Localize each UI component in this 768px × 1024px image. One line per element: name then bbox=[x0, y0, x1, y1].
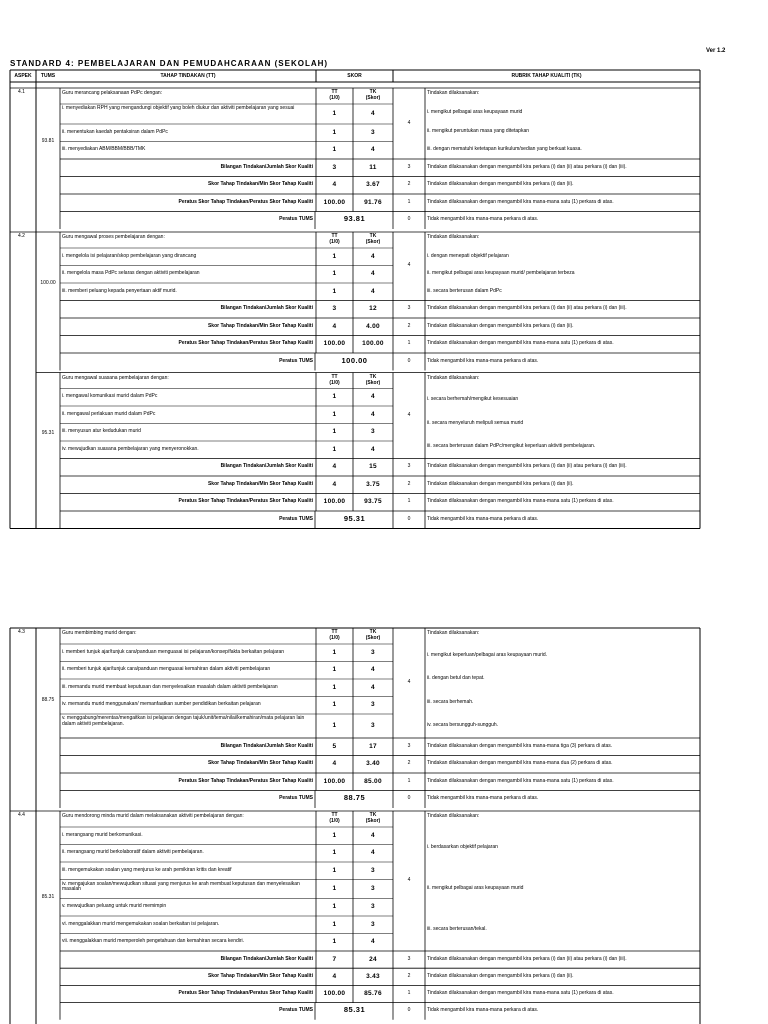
rubric-level: 1 bbox=[407, 990, 411, 996]
peratus-tums-value: 88.75 bbox=[343, 793, 366, 803]
rubric-level: 1 bbox=[407, 777, 411, 784]
tt-value: 1 bbox=[332, 903, 337, 911]
rubric-level-desc: Tindakan dilaksanakan dengan mengambil kira perkara (i) dan (ii). bbox=[427, 322, 574, 329]
tk-value: 3 bbox=[371, 722, 375, 729]
rubric-level: 3 bbox=[407, 742, 411, 749]
rubric-level-desc: Tindakan dilaksanakan dengan mengambil kira perkara (i) dan (ii) atau perkara (i) dan (iii). bbox=[427, 955, 627, 962]
peratus-tums-value: 93.81 bbox=[343, 214, 366, 224]
indicator-item: ii. memberi tunjuk ajar/tunjuk cara/panduan menguasai kemahiran dalam aktiviti pembelajaran bbox=[62, 666, 271, 673]
summary-label: Peratus Skor Tahap Tindakan/Peratus Skor Tahap Kualiti bbox=[178, 498, 313, 505]
tk-value: 3 bbox=[371, 128, 375, 136]
summary-tt: 100.00 bbox=[323, 340, 346, 348]
rubric-level-desc: Tindakan dilaksanakan dengan mengambil kira mana-mana satu (1) perkara di atas. bbox=[427, 990, 614, 996]
tt-value: 1 bbox=[332, 683, 337, 691]
indicator-item: iv. mengajukan soalan/mewujudkan situasi yang menjurus ke arah membuat keputusan dan menyelesaikan masalah bbox=[62, 880, 300, 893]
summary-tt: 100.00 bbox=[323, 198, 346, 206]
level-4: 4 bbox=[407, 679, 411, 685]
indicator-item: iii. memberi peluang kepada penyertaan aktif murid. bbox=[62, 287, 177, 294]
summary-tt: 100.00 bbox=[323, 498, 346, 506]
tk-value: 4 bbox=[371, 410, 375, 418]
rubric-level-desc: Tindakan dilaksanakan dengan mengambil kira mana-mana satu (1) perkara di atas. bbox=[427, 340, 614, 347]
rubric-level: 2 bbox=[407, 322, 411, 329]
tk-value: 4 bbox=[371, 666, 375, 674]
tk-sub-header: (Skor) bbox=[365, 818, 381, 824]
tums-number: 88.75 bbox=[41, 697, 55, 703]
aspek-number: 4.3 bbox=[18, 629, 25, 635]
summary-tk: 3.43 bbox=[366, 972, 380, 980]
rubric-criterion: iii. secara berterusan dalam PdPc/mengikut keperluan aktiviti pembelajaran. bbox=[427, 442, 596, 449]
tk-value: 3 bbox=[371, 648, 375, 656]
tt-value: 1 bbox=[332, 831, 337, 839]
tums-number: 100.00 bbox=[40, 280, 56, 287]
indicator-item: i. memberi tunjuk ajar/tunjuk cara/panduan menguasai isi pelajaran/konsep/fakta berkaitan pelajaran bbox=[62, 648, 285, 655]
rubric-level: 1 bbox=[407, 198, 411, 205]
summary-label: Skor Tahap Tindakan/Min Skor Tahap Kualiti bbox=[207, 972, 313, 979]
summary-tt: 4 bbox=[332, 181, 337, 189]
indicator-item: ii. menentukan kaedah pentaksiran dalam PdPc bbox=[62, 128, 168, 135]
summary-tk: 4.00 bbox=[366, 322, 380, 330]
tk-header: TK bbox=[369, 812, 377, 818]
aspek-number: 4.4 bbox=[18, 812, 25, 818]
tk-value: 4 bbox=[371, 287, 375, 295]
rubric-criterion: ii. secara menyeluruh melipuli semua murid bbox=[427, 419, 524, 426]
summary-tk: 3.67 bbox=[366, 181, 380, 189]
tk-value: 3 bbox=[371, 903, 375, 911]
indicator-intro: Guru mengawal suasana pembelajaran dengan: bbox=[62, 374, 169, 381]
rubric-level: 0 bbox=[407, 1007, 411, 1014]
indicator-intro: Guru mengawal proses pembelajaran dengan: bbox=[62, 234, 165, 240]
summary-tt: 3 bbox=[332, 305, 337, 313]
summary-tt: 100.00 bbox=[323, 777, 346, 785]
summary-label: Peratus Skor Tahap Tindakan/Peratus Skor Tahap Kualiti bbox=[178, 198, 313, 205]
tt-value: 1 bbox=[332, 648, 337, 656]
tk-sub-header: (Skor) bbox=[365, 379, 381, 386]
indicator-item: ii. mengawal perlakuan murid dalam PdPc bbox=[62, 410, 156, 417]
tt-header: TT bbox=[331, 373, 338, 380]
indicator-item: i. mengawal komunikasi murid dalam PdPc bbox=[62, 393, 158, 400]
indicator-item: iii. menyediakan ABM/BBM/BBB/TMK bbox=[62, 146, 146, 153]
summary-tk: 85.76 bbox=[364, 990, 382, 997]
summary-tk: 15 bbox=[369, 463, 377, 471]
summary-label: Bilangan Tindakan/Jumlah Skor Kualiti bbox=[220, 305, 313, 312]
tk-value: 4 bbox=[371, 849, 375, 857]
tums-number: 95.31 bbox=[41, 429, 55, 436]
rubric-criterion: ii. mengikut pelbagai aras keupayaan murid/ pembelajaran terbeza bbox=[427, 270, 575, 277]
tt-header: TT bbox=[331, 812, 338, 818]
rubric-level-desc: Tindakan dilaksanakan dengan mengambil kira mana-mana satu (1) perkara di atas. bbox=[427, 198, 614, 205]
rubric-criterion: i. mengikut keperluan/pelbagai aras keupayaan murid. bbox=[427, 651, 548, 658]
summary-tk: 11 bbox=[369, 163, 377, 171]
tk-value: 4 bbox=[371, 146, 375, 154]
tt-value: 1 bbox=[332, 146, 337, 154]
summary-tt: 7 bbox=[332, 955, 337, 963]
tt-value: 1 bbox=[332, 849, 337, 857]
indicator-item: iv. mewujudkan suasana pembelajaran yang menyeronokkan. bbox=[62, 445, 199, 452]
summary-label: Bilangan Tindakan/Jumlah Skor Kualiti bbox=[220, 955, 313, 962]
summary-tk: 3.40 bbox=[366, 760, 380, 768]
rubric-level: 1 bbox=[407, 340, 411, 347]
tums-number: 85.31 bbox=[41, 894, 55, 901]
tk-value: 3 bbox=[371, 920, 375, 928]
rubric-level: 0 bbox=[407, 515, 411, 522]
summary-label: Bilangan Tindakan/Jumlah Skor Kualiti bbox=[220, 163, 313, 170]
indicator-item: iv. memandu murid menggunakan/ memanfaatkan sumber pendidikan berkaitan pelajaran bbox=[62, 701, 261, 708]
rubric-level-desc: Tindakan dilaksanakan dengan mengambil kira mana-mana satu (1) perkara di atas. bbox=[427, 498, 614, 505]
rubric-level: 2 bbox=[407, 181, 411, 188]
indicator-item: i. menyediakan RPH yang mengandungi objektif yang boleh diukur dan aktiviti pembelajaran yang sesuai bbox=[62, 105, 295, 111]
summary-label: Skor Tahap Tindakan/Min Skor Tahap Kualiti bbox=[207, 480, 313, 487]
summary-label: Peratus Skor Tahap Tindakan/Peratus Skor Tahap Kualiti bbox=[178, 340, 313, 347]
indicator-item: v. mewujudkan peluang untuk murid memimpin bbox=[62, 903, 167, 910]
rubric-level-desc: Tidak mengambil kira mana-mana perkara di atas. bbox=[427, 795, 539, 802]
summary-tk: 12 bbox=[369, 305, 377, 313]
rubric-level: 3 bbox=[407, 463, 411, 470]
tk-value: 3 bbox=[371, 866, 375, 874]
peratus-tums-value: 85.31 bbox=[343, 1005, 366, 1015]
tt-header: TT bbox=[331, 629, 338, 635]
summary-label: Peratus TUMS bbox=[279, 357, 313, 364]
rubric-level: 2 bbox=[407, 480, 411, 487]
tums-number: 93.81 bbox=[41, 137, 55, 144]
tk-sub-header: (Skor) bbox=[365, 95, 381, 101]
indicator-item: i. merangsang murid berkomunikasi. bbox=[62, 831, 143, 838]
summary-label: Peratus Skor Tahap Tindakan/Peratus Skor Tahap Kualiti bbox=[178, 990, 313, 996]
rubric-criterion: i. secara berhemah/mengikut kesesuaian bbox=[427, 396, 519, 403]
indicator-item: iii. memandu murid membuat keputusan dan menyelesaikan masalah dalam aktiviti pembelajaran bbox=[62, 683, 278, 690]
rubric-level: 3 bbox=[407, 955, 411, 962]
peratus-tums-value: 95.31 bbox=[343, 513, 366, 523]
tt-value: 1 bbox=[332, 885, 337, 892]
rubric-level-desc: Tindakan dilaksanakan dengan mengambil kira mana-mana satu (1) perkara di atas. bbox=[427, 777, 614, 784]
rubric-level-desc: Tindakan dilaksanakan dengan mengambil kira perkara (i) dan (ii). bbox=[427, 972, 574, 979]
rubric-criterion: i. mengikut pelbagai aras keupayaan murid bbox=[427, 109, 523, 116]
indicator-item: i. mengelola isi pelajaran/skop pembelajaran yang dirancang bbox=[62, 252, 197, 259]
header-aspek: ASPEK bbox=[14, 73, 32, 79]
header-rubrik: RUBRIK TAHAP KUALITI (TK) bbox=[511, 73, 582, 79]
indicator-item: ii. merangsang murid berkolaboratif dalam aktiviti pembelajaran. bbox=[62, 849, 204, 856]
tk-value: 4 bbox=[371, 270, 375, 278]
rubric-level: 0 bbox=[407, 357, 411, 364]
tk-value: 3 bbox=[371, 428, 375, 436]
tt-value: 1 bbox=[332, 920, 337, 928]
peratus-tums-value: 100.00 bbox=[341, 355, 368, 365]
tt-value: 1 bbox=[332, 666, 337, 674]
rubric-intro: Tindakan dilaksanakan: bbox=[427, 374, 480, 381]
summary-tk: 85.00 bbox=[364, 777, 382, 785]
tt-value: 1 bbox=[332, 428, 337, 436]
tk-value: 4 bbox=[371, 110, 375, 117]
tk-header: TK bbox=[369, 373, 377, 380]
tk-header: TK bbox=[369, 629, 377, 635]
summary-tk: 17 bbox=[369, 742, 377, 750]
version-label: Ver 1.2 bbox=[706, 48, 726, 54]
rubric-intro: Tindakan dilaksanakan: bbox=[427, 90, 480, 96]
level-4: 4 bbox=[407, 877, 411, 883]
tk-value: 4 bbox=[371, 683, 375, 691]
tt-value: 1 bbox=[332, 393, 337, 401]
rubric-level: 3 bbox=[407, 163, 411, 170]
summary-label: Peratus Skor Tahap Tindakan/Peratus Skor Tahap Kualiti bbox=[178, 777, 313, 784]
page-title: STANDARD 4: PEMBELAJARAN DAN PEMUDAHCARAAN (SEKOLAH) bbox=[10, 59, 329, 68]
tk-value: 4 bbox=[371, 831, 375, 839]
tt-sub-header: (1/0) bbox=[329, 818, 340, 824]
indicator-intro: Guru membimbing murid dengan: bbox=[62, 630, 137, 636]
summary-label: Skor Tahap Tindakan/Min Skor Tahap Kualiti bbox=[207, 760, 313, 767]
tk-sub-header: (Skor) bbox=[365, 239, 381, 245]
tt-value: 1 bbox=[332, 410, 337, 418]
tk-value: 3 bbox=[371, 701, 375, 709]
rubric-level-desc: Tindakan dilaksanakan dengan mengambil kira mana-mana tiga (3) perkara di atas. bbox=[427, 742, 613, 749]
tt-value: 1 bbox=[332, 110, 337, 117]
summary-tk: 3.75 bbox=[366, 480, 380, 488]
tt-header: TT bbox=[331, 89, 338, 95]
rubric-intro: Tindakan dilaksanakan: bbox=[427, 234, 480, 240]
tt-value: 1 bbox=[332, 287, 337, 295]
tt-sub-header: (1/0) bbox=[329, 239, 340, 245]
header-tahap-tindakan: TAHAP TINDAKAN (TT) bbox=[160, 73, 216, 79]
aspek-number: 4.1 bbox=[18, 89, 25, 95]
rubric-level-desc: Tidak mengambil kira mana-mana perkara di atas. bbox=[427, 515, 539, 522]
rubric-level-desc: Tidak mengambil kira mana-mana perkara di atas. bbox=[427, 1007, 539, 1014]
rubric-level: 3 bbox=[407, 305, 411, 312]
rubric-intro: Tindakan dilaksanakan: bbox=[427, 813, 480, 819]
summary-tt: 4 bbox=[332, 972, 337, 980]
summary-tk: 93.75 bbox=[364, 498, 382, 506]
tt-value: 1 bbox=[332, 128, 337, 136]
rubric-criterion: iii. dengan mematuhi ketetapan kurikulum/sedian yang berkuat kuasa. bbox=[427, 145, 582, 152]
rubric-criterion: i. berdasarkan objektif pelajaran bbox=[427, 843, 498, 850]
summary-label: Peratus TUMS bbox=[279, 515, 313, 522]
rubric-criterion: ii. mengikut pelbagai aras keupayaan murid bbox=[427, 885, 524, 891]
summary-tt: 4 bbox=[332, 760, 337, 768]
rubric-level: 0 bbox=[407, 216, 411, 223]
tt-header: TT bbox=[331, 233, 338, 239]
tt-value: 1 bbox=[332, 445, 337, 453]
summary-tk: 91.76 bbox=[364, 198, 382, 206]
tt-value: 1 bbox=[332, 270, 337, 278]
summary-label: Peratus TUMS bbox=[279, 795, 313, 802]
tk-value: 4 bbox=[371, 252, 375, 260]
rubric-criterion: ii. dengan betul dan tepat. bbox=[427, 675, 485, 682]
level-4: 4 bbox=[407, 411, 411, 418]
tt-sub-header: (1/0) bbox=[329, 379, 340, 386]
tk-value: 4 bbox=[371, 445, 375, 453]
tk-sub-header: (Skor) bbox=[365, 635, 381, 641]
tt-value: 1 bbox=[332, 722, 337, 729]
rubric-intro: Tindakan dilaksanakan: bbox=[427, 630, 480, 636]
indicator-item: v. menggabung/merentas/mengaitkan isi pelajaran dengan tajuk/unit/tema/nilai/kemahiran/mata pelajaran lain dalam aktiviti pembelajaran. bbox=[62, 715, 305, 727]
rubric-level-desc: Tindakan dilaksanakan dengan mengambil kira perkara (i) dan (ii). bbox=[427, 480, 574, 487]
summary-tt: 4 bbox=[332, 322, 337, 330]
summary-tt: 4 bbox=[332, 463, 337, 471]
tk-value: 3 bbox=[371, 885, 375, 892]
rubric-criterion: iv. secara bersungguh-sungguh. bbox=[427, 722, 499, 729]
summary-label: Bilangan Tindakan/Jumlah Skor Kualiti bbox=[220, 742, 313, 749]
rubric-level: 0 bbox=[407, 795, 411, 802]
rubric-level-desc: Tindakan dilaksanakan dengan mengambil kira perkara (i) dan (ii). bbox=[427, 181, 574, 188]
rubric-level-desc: Tindakan dilaksanakan dengan mengambil kira perkara (i) dan (ii) atau perkara (i) dan (iii). bbox=[427, 305, 627, 312]
indicator-item: ii. mengelola masa PdPc selaras dengan aktiviti pembelajaran bbox=[62, 270, 200, 277]
header-tums: TUMS bbox=[40, 73, 56, 79]
rubric-level: 2 bbox=[407, 972, 411, 979]
summary-label: Peratus TUMS bbox=[279, 1007, 313, 1014]
rubric-criterion: iii. secara berhemah. bbox=[427, 698, 474, 705]
rubric-level-desc: Tindakan dilaksanakan dengan mengambil kira perkara (i) dan (ii) atau perkara (i) dan (iii). bbox=[427, 163, 627, 170]
summary-label: Peratus TUMS bbox=[279, 216, 313, 223]
indicator-intro: Guru mendorong minda murid dalam melaksanakan aktiviti pembelajaran dengan: bbox=[62, 813, 244, 819]
rubric-level-desc: Tidak mengambil kira mana-mana perkara di atas. bbox=[427, 357, 539, 364]
tt-value: 1 bbox=[332, 866, 337, 874]
header-skor: SKOR bbox=[347, 73, 362, 79]
tt-value: 1 bbox=[332, 252, 337, 260]
indicator-item: vi. menggalakkan murid mengemukakan soalan berkaitan isi pelajaran. bbox=[62, 920, 220, 927]
indicator-item: iii. mengemukakan soalan yang menjurus ke arah pemikiran kritis dan kreatif bbox=[62, 866, 232, 873]
tt-sub-header: (1/0) bbox=[329, 95, 340, 101]
summary-tt: 5 bbox=[332, 742, 337, 750]
tt-sub-header: (1/0) bbox=[329, 635, 340, 641]
tk-header: TK bbox=[369, 89, 377, 95]
rubric-criterion: i. dengan menepati objektif pelajaran bbox=[427, 252, 509, 259]
summary-tt: 100.00 bbox=[323, 990, 346, 997]
indicator-item: iii. menyusun atur kedudukan murid bbox=[62, 428, 141, 435]
rubric-level-desc: Tindakan dilaksanakan dengan mengambil kira perkara (i) dan (ii) atau perkara (i) dan (iii). bbox=[427, 463, 627, 470]
rubric-level: 1 bbox=[407, 498, 411, 505]
tt-value: 1 bbox=[332, 701, 337, 709]
rubric-criterion: iii. secara berterusan dalam PdPc bbox=[427, 287, 502, 294]
summary-tt: 3 bbox=[332, 163, 337, 171]
summary-tk: 100.00 bbox=[362, 340, 384, 348]
indicator-item: vii. menggalakkan murid memperoleh pengetahuan dan kemahiran secara kendiri. bbox=[62, 938, 245, 945]
rubric-level-desc: Tindakan dilaksanakan dengan mengambil kira mana-mana dua (2) perkara di atas. bbox=[427, 760, 613, 767]
rubric-level-desc: Tidak mengambil kira mana-mana perkara di atas. bbox=[427, 216, 539, 223]
rubric-level: 2 bbox=[407, 760, 411, 767]
indicator-intro: Guru merancang pelaksanaan PdPc dengan: bbox=[62, 90, 163, 96]
level-4: 4 bbox=[407, 262, 411, 269]
summary-label: Skor Tahap Tindakan/Min Skor Tahap Kualiti bbox=[207, 181, 313, 188]
level-4: 4 bbox=[407, 119, 411, 126]
tk-header: TK bbox=[369, 233, 377, 239]
summary-label: Bilangan Tindakan/Jumlah Skor Kualiti bbox=[220, 463, 313, 470]
tk-value: 4 bbox=[371, 393, 375, 401]
tt-value: 1 bbox=[332, 938, 337, 946]
summary-tk: 24 bbox=[369, 955, 377, 963]
summary-label: Skor Tahap Tindakan/Min Skor Tahap Kualiti bbox=[207, 322, 313, 329]
rubric-criterion: ii. mengikut peruntukan masa yang ditetapkan bbox=[427, 127, 530, 134]
tk-value: 4 bbox=[371, 938, 375, 946]
rubric-criterion: iii. secara berterusan/tekal. bbox=[427, 926, 487, 933]
aspek-number: 4.2 bbox=[18, 233, 25, 239]
summary-tt: 4 bbox=[332, 480, 337, 488]
